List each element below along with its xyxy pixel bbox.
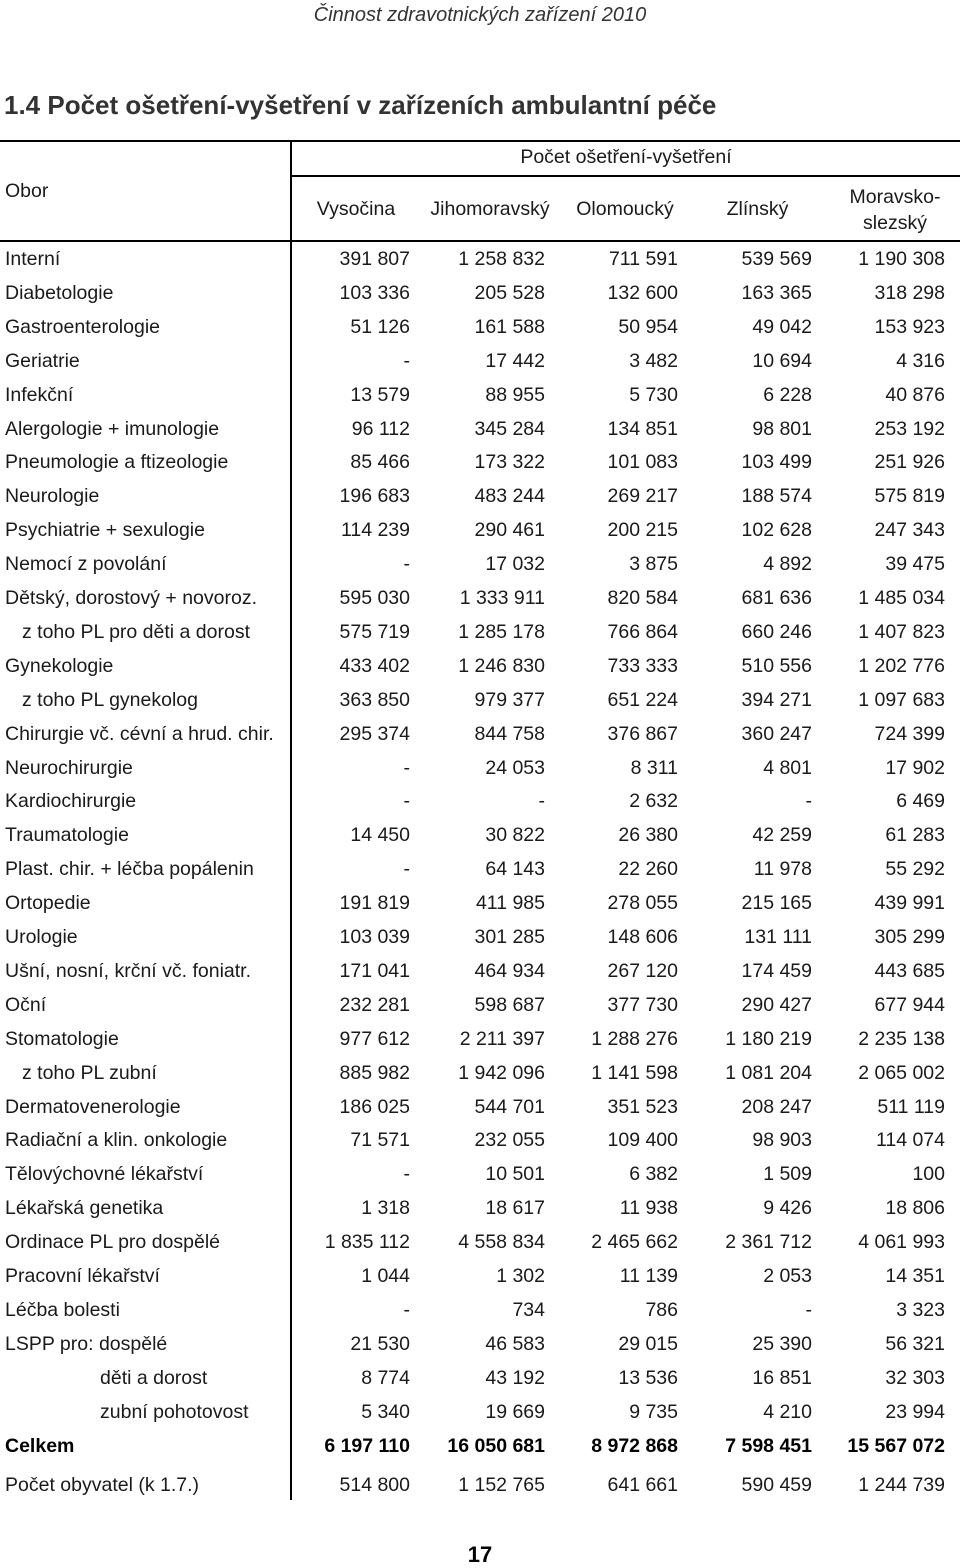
cell-zlinsky: 360 247 — [741, 722, 812, 745]
row-label: Tělovýchovné lékařství — [5, 1163, 204, 1186]
header-bottom-rule — [0, 240, 960, 242]
group-header-rule — [290, 175, 960, 177]
cell-vysocina: 295 374 — [339, 722, 410, 745]
cell-moravskoslezsky: 15 567 072 — [847, 1434, 945, 1457]
cell-zlinsky: 394 271 — [741, 688, 812, 711]
cell-vysocina: 21 530 — [350, 1332, 410, 1355]
cell-moravskoslezsky: 1 407 823 — [858, 620, 945, 643]
row-label: Stomatologie — [5, 1027, 119, 1050]
cell-jihomoravsky: 1 302 — [496, 1265, 545, 1287]
cell-olomoucky: 11 139 — [619, 1265, 678, 1287]
cell-zlinsky: 1 509 — [763, 1163, 812, 1186]
cell-jihomoravsky: 88 955 — [485, 383, 545, 406]
cell-zlinsky: 98 903 — [752, 1129, 812, 1152]
cell-zlinsky: 215 165 — [741, 892, 812, 915]
cell-zlinsky: 660 246 — [741, 620, 812, 643]
cell-zlinsky: 4 892 — [763, 553, 812, 576]
cell-moravskoslezsky: 39 475 — [885, 553, 945, 576]
cell-vysocina: - — [403, 1298, 410, 1321]
section-title: 1.4 Počet ošetření-vyšetření v zařízeních ambulantní péče — [4, 90, 717, 120]
group-header: Počet ošetření-vyšetření — [520, 146, 732, 168]
row-label: Plast. chir. + léčba popálenin — [5, 858, 254, 881]
cell-olomoucky: 766 864 — [607, 620, 678, 643]
cell-zlinsky: 539 569 — [741, 248, 812, 270]
cell-olomoucky: 22 260 — [618, 858, 678, 881]
row-label: Nemocí z povolání — [5, 553, 167, 576]
cell-vysocina: 514 800 — [339, 1474, 410, 1497]
cell-moravskoslezsky: 1 202 776 — [858, 654, 945, 677]
col-header-olomoucky: Olomoucký — [576, 198, 674, 220]
cell-jihomoravsky: 205 528 — [474, 281, 545, 304]
row-label: Ortopedie — [5, 892, 91, 915]
cell-moravskoslezsky: 575 819 — [874, 485, 945, 508]
cell-vysocina: 13 579 — [350, 383, 410, 406]
row-label: Radiační a klin. onkologie — [5, 1129, 228, 1152]
row-label: Neurochirurgie — [5, 756, 133, 779]
cell-moravskoslezsky: 2 235 138 — [858, 1027, 945, 1050]
cell-zlinsky: 590 459 — [741, 1474, 812, 1497]
cell-jihomoravsky: 1 285 178 — [458, 620, 545, 643]
cell-jihomoravsky: 979 377 — [474, 688, 545, 711]
cell-moravskoslezsky: 18 806 — [885, 1197, 945, 1220]
col-header-zlinsky: Zlínský — [726, 198, 789, 220]
cell-jihomoravsky: 1 258 832 — [458, 248, 545, 270]
cell-olomoucky: 1 288 276 — [591, 1027, 678, 1050]
cell-jihomoravsky: 1 333 911 — [459, 587, 545, 609]
cell-vysocina: 51 126 — [350, 315, 410, 338]
cell-olomoucky: 134 851 — [607, 417, 678, 440]
cell-zlinsky: 103 499 — [741, 451, 812, 474]
cell-olomoucky: 278 055 — [607, 892, 678, 915]
cell-zlinsky: - — [805, 1298, 812, 1321]
cell-zlinsky: 25 390 — [752, 1332, 812, 1355]
cell-jihomoravsky: 598 687 — [474, 993, 545, 1016]
cell-vysocina: 103 039 — [339, 926, 410, 948]
cell-zlinsky: 9 426 — [763, 1197, 812, 1220]
cell-zlinsky: 6 228 — [763, 383, 812, 406]
cell-jihomoravsky: 464 934 — [474, 959, 545, 982]
cell-zlinsky: 16 851 — [752, 1366, 812, 1389]
cell-olomoucky: 786 — [645, 1298, 678, 1321]
cell-jihomoravsky: 46 583 — [485, 1332, 545, 1355]
row-label: z toho PL gynekolog — [22, 688, 198, 711]
cell-olomoucky: 5 730 — [629, 383, 678, 406]
cell-moravskoslezsky: 305 299 — [874, 926, 945, 948]
cell-moravskoslezsky: 1 097 683 — [858, 688, 945, 711]
row-label: Oční — [5, 993, 47, 1016]
cell-olomoucky: 2 632 — [629, 790, 678, 813]
cell-zlinsky: 208 247 — [741, 1095, 812, 1118]
cell-jihomoravsky: 411 985 — [475, 892, 545, 915]
cell-zlinsky: 11 978 — [753, 858, 812, 881]
cell-olomoucky: 2 465 662 — [591, 1231, 678, 1254]
row-label: Léčba bolesti — [5, 1298, 120, 1321]
cell-vysocina: - — [403, 553, 410, 576]
cell-vysocina: 6 197 110 — [324, 1434, 410, 1457]
cell-jihomoravsky: 301 285 — [474, 926, 545, 948]
cell-jihomoravsky: 161 588 — [474, 315, 545, 338]
cell-zlinsky: 7 598 451 — [725, 1434, 812, 1457]
row-label: Pneumologie a ftizeologie — [5, 451, 229, 474]
cell-zlinsky: 4 801 — [763, 756, 812, 779]
cell-moravskoslezsky: 443 685 — [874, 959, 945, 982]
row-label: Celkem — [5, 1434, 75, 1457]
row-label: Infekční — [5, 383, 74, 406]
cell-vysocina: 191 819 — [339, 892, 410, 915]
row-label: Psychiatrie + sexulogie — [5, 519, 205, 542]
cell-zlinsky: 1 180 219 — [725, 1027, 812, 1050]
cell-vysocina: 1 044 — [361, 1265, 410, 1287]
cell-jihomoravsky: 2 211 397 — [459, 1027, 545, 1050]
cell-zlinsky: 49 042 — [752, 315, 812, 338]
cell-olomoucky: 8 311 — [630, 756, 678, 779]
cell-moravskoslezsky: 511 119 — [877, 1095, 945, 1118]
cell-jihomoravsky: 4 558 834 — [458, 1231, 545, 1254]
cell-jihomoravsky: 1 246 830 — [458, 654, 545, 677]
row-label: Diabetologie — [5, 281, 114, 304]
cell-zlinsky: 98 801 — [752, 417, 812, 440]
cell-jihomoravsky: 17 032 — [485, 553, 545, 576]
cell-zlinsky: 163 365 — [741, 281, 812, 304]
cell-moravskoslezsky: 40 876 — [885, 383, 945, 406]
cell-olomoucky: 109 400 — [607, 1129, 678, 1152]
cell-moravskoslezsky: 61 283 — [885, 824, 945, 847]
cell-vysocina: 595 030 — [339, 587, 410, 609]
cell-olomoucky: 101 083 — [607, 451, 678, 474]
cell-jihomoravsky: 1 152 765 — [458, 1474, 545, 1497]
cell-vysocina: 575 719 — [339, 620, 410, 643]
row-label: Kardiochirurgie — [5, 790, 137, 813]
cell-vysocina: 363 850 — [339, 688, 410, 711]
cell-olomoucky: 1 141 598 — [591, 1061, 678, 1084]
cell-moravskoslezsky: 56 321 — [885, 1332, 945, 1355]
cell-vysocina: - — [403, 349, 410, 372]
cell-olomoucky: 820 584 — [607, 587, 678, 609]
cell-moravskoslezsky: 677 944 — [874, 993, 945, 1016]
cell-jihomoravsky: 17 442 — [485, 349, 545, 372]
cell-zlinsky: 510 556 — [741, 654, 812, 677]
cell-vysocina: 977 612 — [339, 1027, 410, 1050]
cell-olomoucky: 13 536 — [618, 1366, 678, 1389]
cell-olomoucky: 3 875 — [629, 553, 678, 576]
cell-moravskoslezsky: 439 991 — [874, 892, 945, 915]
row-label: Ordinace PL pro dospělé — [5, 1231, 220, 1254]
row-label: Gynekologie — [5, 654, 114, 677]
cell-olomoucky: 711 591 — [608, 248, 678, 270]
cell-jihomoravsky: 232 055 — [474, 1129, 545, 1152]
cell-olomoucky: 651 224 — [607, 688, 678, 711]
cell-olomoucky: 50 954 — [618, 315, 678, 338]
row-label: LSPP pro: dospělé — [5, 1332, 168, 1355]
data-table — [0, 140, 960, 1500]
cell-moravskoslezsky: 1 190 308 — [858, 248, 945, 270]
row-label: Pracovní lékařství — [5, 1265, 160, 1287]
cell-vysocina: - — [403, 858, 410, 881]
cell-vysocina: 114 239 — [340, 519, 410, 542]
cell-olomoucky: 11 938 — [619, 1197, 678, 1220]
cell-zlinsky: 10 694 — [752, 349, 812, 372]
cell-vysocina: 171 041 — [339, 959, 410, 982]
cell-zlinsky: 290 427 — [741, 993, 812, 1016]
cell-moravskoslezsky: 100 — [912, 1163, 945, 1186]
col-header-vysocina: Vysočina — [316, 198, 396, 220]
cell-jihomoravsky: 173 322 — [474, 451, 545, 474]
cell-moravskoslezsky: 55 292 — [885, 858, 945, 881]
row-label: Neurologie — [5, 485, 100, 508]
cell-vysocina: 433 402 — [339, 654, 410, 677]
row-label: Gastroenterologie — [5, 315, 161, 338]
cell-olomoucky: 9 735 — [629, 1400, 678, 1423]
cell-vysocina: 391 807 — [339, 248, 410, 270]
cell-vysocina: 1 318 — [361, 1197, 410, 1220]
cell-moravskoslezsky: 1 244 739 — [858, 1474, 945, 1497]
cell-olomoucky: 3 482 — [629, 349, 678, 372]
row-label: Dětský, dorostový + novoroz. — [5, 587, 257, 609]
cell-olomoucky: 148 606 — [607, 926, 678, 948]
cell-moravskoslezsky: 724 399 — [874, 722, 945, 745]
row-label: z toho PL pro děti a dorost — [22, 620, 251, 643]
running-header: Činnost zdravotnických zařízení 2010 — [313, 4, 647, 26]
obor-header: Obor — [5, 180, 49, 202]
cell-moravskoslezsky: 4 316 — [896, 349, 945, 372]
cell-jihomoravsky: 544 701 — [474, 1095, 545, 1118]
cell-vysocina: 196 683 — [339, 485, 410, 508]
cell-moravskoslezsky: 247 343 — [874, 519, 945, 542]
cell-moravskoslezsky: 253 192 — [874, 417, 945, 440]
cell-vysocina: - — [403, 756, 410, 779]
col-header-jihomoravsky: Jihomoravský — [430, 198, 550, 220]
cell-zlinsky: 2 053 — [763, 1265, 812, 1287]
cell-moravskoslezsky: 17 902 — [885, 756, 945, 779]
cell-moravskoslezsky: 23 994 — [885, 1400, 945, 1423]
cell-zlinsky: 102 628 — [741, 519, 812, 542]
cell-zlinsky: 2 361 712 — [725, 1231, 812, 1254]
cell-vysocina: 85 466 — [350, 451, 410, 474]
cell-vysocina: 186 025 — [339, 1095, 410, 1118]
cell-olomoucky: 269 217 — [607, 485, 678, 508]
cell-moravskoslezsky: 114 074 — [875, 1129, 945, 1152]
page-number: 17 — [467, 1542, 493, 1567]
row-label: Geriatrie — [5, 349, 80, 372]
cell-jihomoravsky: 345 284 — [474, 417, 545, 440]
cell-moravskoslezsky: 2 065 002 — [858, 1061, 945, 1084]
cell-olomoucky: 733 333 — [607, 654, 678, 677]
cell-olomoucky: 641 661 — [607, 1474, 678, 1497]
row-label: Dermatovenerologie — [5, 1095, 181, 1118]
cell-olomoucky: 29 015 — [618, 1332, 678, 1355]
cell-olomoucky: 26 380 — [618, 824, 678, 847]
cell-zlinsky: 188 574 — [741, 485, 812, 508]
cell-jihomoravsky: 734 — [512, 1298, 545, 1321]
cell-jihomoravsky: 16 050 681 — [447, 1434, 545, 1457]
cell-vysocina: 96 112 — [351, 417, 410, 440]
cell-olomoucky: 351 523 — [607, 1095, 678, 1118]
cell-zlinsky: 42 259 — [752, 824, 812, 847]
cell-olomoucky: 377 730 — [607, 993, 678, 1016]
cell-jihomoravsky: 1 942 096 — [458, 1061, 545, 1084]
cell-zlinsky: - — [805, 790, 812, 813]
row-label: Traumatologie — [5, 824, 129, 847]
cell-zlinsky: 131 111 — [744, 926, 812, 948]
row-label: Alergologie + imunologie — [5, 417, 220, 440]
row-label: zubní pohotovost — [100, 1400, 249, 1423]
table-top-rule — [0, 140, 960, 142]
cell-olomoucky: 8 972 868 — [591, 1434, 678, 1457]
cell-vysocina: 1 835 112 — [324, 1231, 410, 1254]
cell-jihomoravsky: - — [538, 790, 545, 813]
cell-zlinsky: 174 459 — [741, 959, 812, 982]
row-label: Lékařská genetika — [5, 1197, 164, 1220]
row-label: Chirurgie vč. cévní a hrud. chir. — [5, 722, 274, 745]
cell-jihomoravsky: 18 617 — [485, 1197, 545, 1220]
cell-olomoucky: 132 600 — [607, 281, 678, 304]
row-label: Interní — [5, 248, 61, 270]
cell-moravskoslezsky: 153 923 — [874, 315, 945, 338]
cell-vysocina: 71 571 — [350, 1129, 410, 1152]
cell-vysocina: 232 281 — [339, 993, 410, 1016]
row-label: Urologie — [5, 926, 78, 948]
cell-zlinsky: 1 081 204 — [725, 1061, 812, 1084]
cell-jihomoravsky: 483 244 — [474, 485, 545, 508]
cell-zlinsky: 681 636 — [741, 587, 812, 609]
row-label: Počet obyvatel (k 1.7.) — [5, 1474, 200, 1497]
cell-jihomoravsky: 844 758 — [474, 722, 545, 745]
col-header-moravskoslezsky: Moravsko- slezský — [849, 186, 941, 234]
cell-vysocina: 5 340 — [361, 1400, 410, 1423]
cell-moravskoslezsky: 1 485 034 — [858, 587, 945, 609]
cell-jihomoravsky: 19 669 — [485, 1400, 545, 1423]
cell-moravskoslezsky: 14 351 — [885, 1265, 945, 1287]
cell-olomoucky: 376 867 — [607, 722, 678, 745]
cell-moravskoslezsky: 6 469 — [896, 790, 945, 813]
cell-moravskoslezsky: 4 061 993 — [858, 1231, 945, 1254]
cell-jihomoravsky: 290 461 — [474, 519, 545, 542]
cell-vysocina: 103 336 — [339, 281, 410, 304]
cell-vysocina: 14 450 — [350, 824, 410, 847]
row-label: Ušní, nosní, krční vč. foniatr. — [5, 959, 252, 982]
cell-jihomoravsky: 30 822 — [485, 824, 545, 847]
cell-moravskoslezsky: 3 323 — [896, 1298, 945, 1321]
obor-divider — [290, 140, 292, 1500]
cell-vysocina: - — [403, 790, 410, 813]
cell-zlinsky: 4 210 — [763, 1400, 812, 1423]
cell-moravskoslezsky: 251 926 — [874, 451, 945, 474]
cell-jihomoravsky: 10 501 — [485, 1163, 545, 1186]
cell-vysocina: - — [403, 1163, 410, 1186]
row-label: děti a dorost — [100, 1366, 208, 1389]
row-label: z toho PL zubní — [22, 1061, 157, 1084]
cell-vysocina: 8 774 — [361, 1366, 410, 1389]
cell-jihomoravsky: 43 192 — [485, 1366, 545, 1389]
cell-moravskoslezsky: 32 303 — [885, 1366, 945, 1389]
cell-olomoucky: 200 215 — [607, 519, 678, 542]
cell-jihomoravsky: 64 143 — [485, 858, 545, 881]
cell-olomoucky: 6 382 — [629, 1163, 678, 1186]
cell-jihomoravsky: 24 053 — [485, 756, 545, 779]
cell-moravskoslezsky: 318 298 — [874, 281, 945, 304]
cell-olomoucky: 267 120 — [607, 959, 678, 982]
cell-vysocina: 885 982 — [339, 1061, 410, 1084]
